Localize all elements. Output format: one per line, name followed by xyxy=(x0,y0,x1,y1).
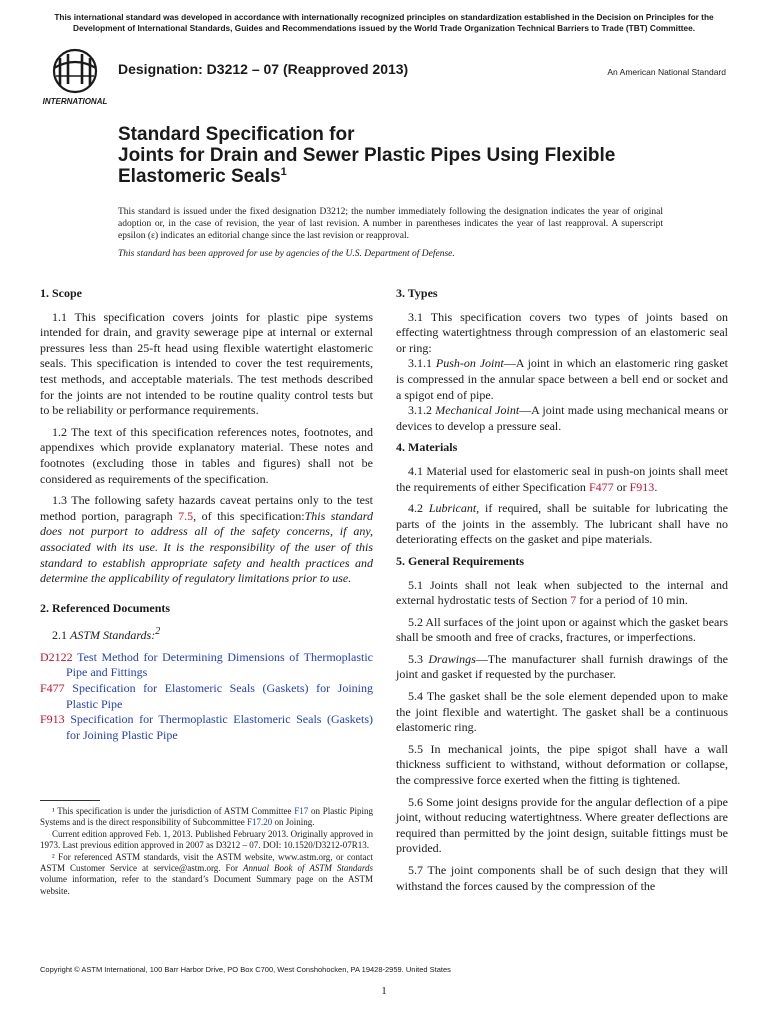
left-column xyxy=(40,286,373,743)
paragraph-1-3 xyxy=(40,493,373,587)
paragraph-3-1: 3.1 This specification covers two types of joints based on effecting watertightness through compression of an elastomeric seal or ring: xyxy=(396,309,728,355)
paragraph-4-1 xyxy=(396,464,728,495)
paragraph-3-1-2 xyxy=(396,403,728,434)
paragraph-2-1-number: 2.1 xyxy=(52,628,70,643)
link-section-7-5[interactable]: 7.5 xyxy=(178,508,194,523)
paragraph-5-7: 5.7 The joint components shall be of such design that they will withstand the forces caused by the compression of the xyxy=(396,863,728,893)
paragraph-1-3-mid: , of this specification: xyxy=(193,508,305,523)
footnote-divider xyxy=(40,800,100,801)
paragraph-5-4: 5.4 The gasket shall be the sole element depended upon to make the joint flexible and watertight. The gasket shall be a continuous elastomeric ring. xyxy=(396,689,728,735)
footnote-mark-2: 2 xyxy=(155,626,161,638)
term-push-on-joint: Push-on Joint xyxy=(435,356,504,371)
reference-title-d2122[interactable]: Test Method for Determining Dimensions of Thermoplastic Pipe and Fittings xyxy=(66,649,373,680)
section-heading-scope: 1. Scope xyxy=(40,286,82,300)
paragraph-5-3-text: —The manufacturer shall furnish drawings of the joint and gasket if requested by the purchaser. xyxy=(396,651,728,682)
paragraph-4-1-start: 4.1 Material used for elastomeric seal in push-on joints shall meet the requirements of either Specification xyxy=(396,463,728,494)
designation: Designation: D3212 – 07 (Reapproved 2013) xyxy=(118,61,409,77)
issuance-statement: This standard is issued under the fixed designation D3212; the number immediately following the designation indicates the year of original adoption or, in the case of revision, the year of last revision. A number in parentheses indicates the year of last reapproval. A superscript epsilon (ε) indicates an editorial change since the last revision or reapproval. xyxy=(118,207,663,241)
footnotes xyxy=(40,806,373,897)
paragraph-3-1-1 xyxy=(396,356,728,403)
title-line-1: Standard Specification for xyxy=(118,124,355,145)
paragraph-1-3-start: 1.3 The following safety hazards caveat pertains only to the test method portion, paragraph xyxy=(40,493,373,523)
link-f913[interactable]: F913 xyxy=(629,479,655,494)
reference-f477 xyxy=(40,681,373,712)
paragraph-5-2: 5.2 All surfaces of the joint upon or against which the gasket bears shall be smooth and free of cracks, fractures, or imperfections. xyxy=(396,614,728,645)
paragraph-5-1-start: 5.1 Joints shall not leak when subjected to the internal and external hydrostatic tests of Section xyxy=(396,577,728,608)
title-line-3-wrap xyxy=(118,166,678,187)
title-line-3: Elastomeric Seals xyxy=(118,166,281,187)
reference-d2122 xyxy=(40,650,373,681)
link-f477[interactable]: F477 xyxy=(588,479,614,494)
american-national-standard: An American National Standard xyxy=(607,67,726,77)
paragraph-3-1-2-text: —A joint made using mechanical means or devices to develop a pressure seal. xyxy=(396,403,729,433)
dod-approval-note: This standard has been approved for use by agencies of the U.S. Department of Defense. xyxy=(118,249,455,259)
footnote-2-part-a: ² For referenced ASTM standards, visit the ASTM website, www.astm.org, or contact ASTM Customer Service at service@astm.org. For xyxy=(40,851,373,874)
paragraph-4-2 xyxy=(396,501,728,548)
paragraph-1-1: 1.1 This specification covers joints for plastic pipe systems intended for drain, and gravity sewerage pipe at internal or external pressures less than 25-ft head using flexible watertight elastomeric seals. This specification is intended to cover the test requirements, test methods, and acceptable materials. The test methods described for the joints are not intended to be routine quality control tests but to be reliability or performance requirements. xyxy=(40,309,373,418)
paragraph-5-1 xyxy=(396,578,728,609)
footnote-2-book-title: Annual Book of ASTM Standards xyxy=(243,863,374,874)
document-title xyxy=(118,124,678,187)
section-heading-referenced-documents: 2. Referenced Documents xyxy=(40,600,171,615)
reference-code-f477[interactable]: F477 xyxy=(40,681,65,696)
paragraph-4-1-end: . xyxy=(654,479,658,494)
astm-standards-label: ASTM Standards: xyxy=(70,628,156,643)
footnote-1-part-b: on Plastic Piping Systems and is the direct responsibility of Subcommittee xyxy=(40,806,373,828)
footnote-1-part-a: ¹ This specification is under the jurisdiction of ASTM Committee xyxy=(52,806,295,816)
astm-logo xyxy=(38,46,112,108)
link-subcommittee-f17-20[interactable]: F17.20 xyxy=(246,817,273,828)
reference-code-f913[interactable]: F913 xyxy=(40,712,65,727)
footnote-2-part-b: volume information, refer to the standard’s Document Summary page on the ASTM website. xyxy=(40,874,373,896)
paragraph-5-3 xyxy=(396,652,728,683)
term-lubricant: Lubricant, xyxy=(428,501,480,516)
logo-text: INTERNATIONAL xyxy=(42,97,108,106)
link-section-7[interactable]: 7 xyxy=(570,593,577,608)
paragraph-5-5: 5.5 In mechanical joints, the pipe spigot shall have a wall thickness sufficient to withstand, without deformation or collapse, the compressive force exerted when the fitting is tightened. xyxy=(396,741,728,788)
footnote-1-edition: Current edition approved Feb. 1, 2013. Published February 2013. Originally approved in 1973. Last previous edition approved in 2007 as D3212 – 07. DOI: 10.1520/D3212-07R13. xyxy=(40,828,373,851)
paragraph-3-1-1-number: 3.1.1 xyxy=(408,356,436,371)
link-committee-f17[interactable]: F17 xyxy=(294,806,309,816)
paragraph-3-1-1-text: —A joint in which an elastomeric ring gasket is compressed in the annular space between a bell end or socket and a spigot end of pipe. xyxy=(396,356,728,402)
footnote-2 xyxy=(40,852,373,898)
section-heading-types: 3. Types xyxy=(396,286,438,300)
paragraph-2-1 xyxy=(40,624,373,644)
paragraph-4-1-mid: or xyxy=(613,479,630,494)
term-drawings: Drawings xyxy=(428,651,476,666)
intro-note: This international standard was developed in accordance with internationally recognized principles on standardization established in the Decision on Principles for the Development of International Standards, Guides and Recommendations issued by the World Trade Organization Technical Barriers to Trade (TBT) Committee. xyxy=(54,12,714,33)
page-number: 1 xyxy=(381,985,387,997)
paragraph-4-2-number: 4.2 xyxy=(408,501,429,516)
paragraph-4-2-text: if required, shall be suitable for lubricating the parts of the joints in the assembly. The lubricant shall have no deteriorating effects on the gasket and pipe materials. xyxy=(396,501,729,547)
reference-title-f477[interactable]: Specification for Elastomeric Seals (Gaskets) for Joining Plastic Pipe xyxy=(66,681,373,711)
footnote-1 xyxy=(40,806,373,829)
paragraph-5-6: 5.6 Some joint designs provide for the angular deflection of a pipe joint, without reducing watertightness. Where greater deflections are required than permitted by the joint design, suitable fittings must be provided. xyxy=(396,794,728,856)
paragraph-1-2: 1.2 The text of this specification references notes, footnotes, and appendixes which provide explanatory material. These notes and footnotes (excluding those in tables and figures) shall not be considered as requirements of the specification. xyxy=(40,424,373,486)
reference-code-d2122[interactable]: D2122 xyxy=(40,649,73,664)
reference-title-f913[interactable]: Specification for Thermoplastic Elastomeric Seals (Gaskets) for Joining Plastic Pipe xyxy=(66,712,373,742)
section-heading-materials: 4. Materials xyxy=(396,440,458,455)
copyright-notice: Copyright © ASTM International, 100 Barr Harbor Drive, PO Box C700, West Conshohocken, PA 19428-2959. United States xyxy=(40,965,451,974)
right-column xyxy=(396,286,728,900)
safety-caveat: This standard does not purport to address all of the safety concerns, if any, associated with its use. It is the responsibility of the user of this standard to establish appropriate safety and health practices and determine the applicability of regulatory limitations prior to use. xyxy=(40,508,373,586)
section-heading-general-requirements: 5. General Requirements xyxy=(396,553,525,568)
title-line-2: Joints for Drain and Sewer Plastic Pipes Using Flexible xyxy=(118,145,616,166)
paragraph-5-3-number: 5.3 xyxy=(408,651,429,666)
paragraph-5-1-end: for a period of 10 min. xyxy=(576,593,688,608)
footnote-1-part-c: on Joining. xyxy=(272,817,315,828)
astm-logo-mark xyxy=(38,46,112,108)
title-footnote-mark: 1 xyxy=(280,166,287,178)
term-mechanical-joint: Mechanical Joint xyxy=(435,403,520,418)
paragraph-3-1-2-number: 3.1.2 xyxy=(408,403,436,418)
reference-f913 xyxy=(40,712,373,743)
